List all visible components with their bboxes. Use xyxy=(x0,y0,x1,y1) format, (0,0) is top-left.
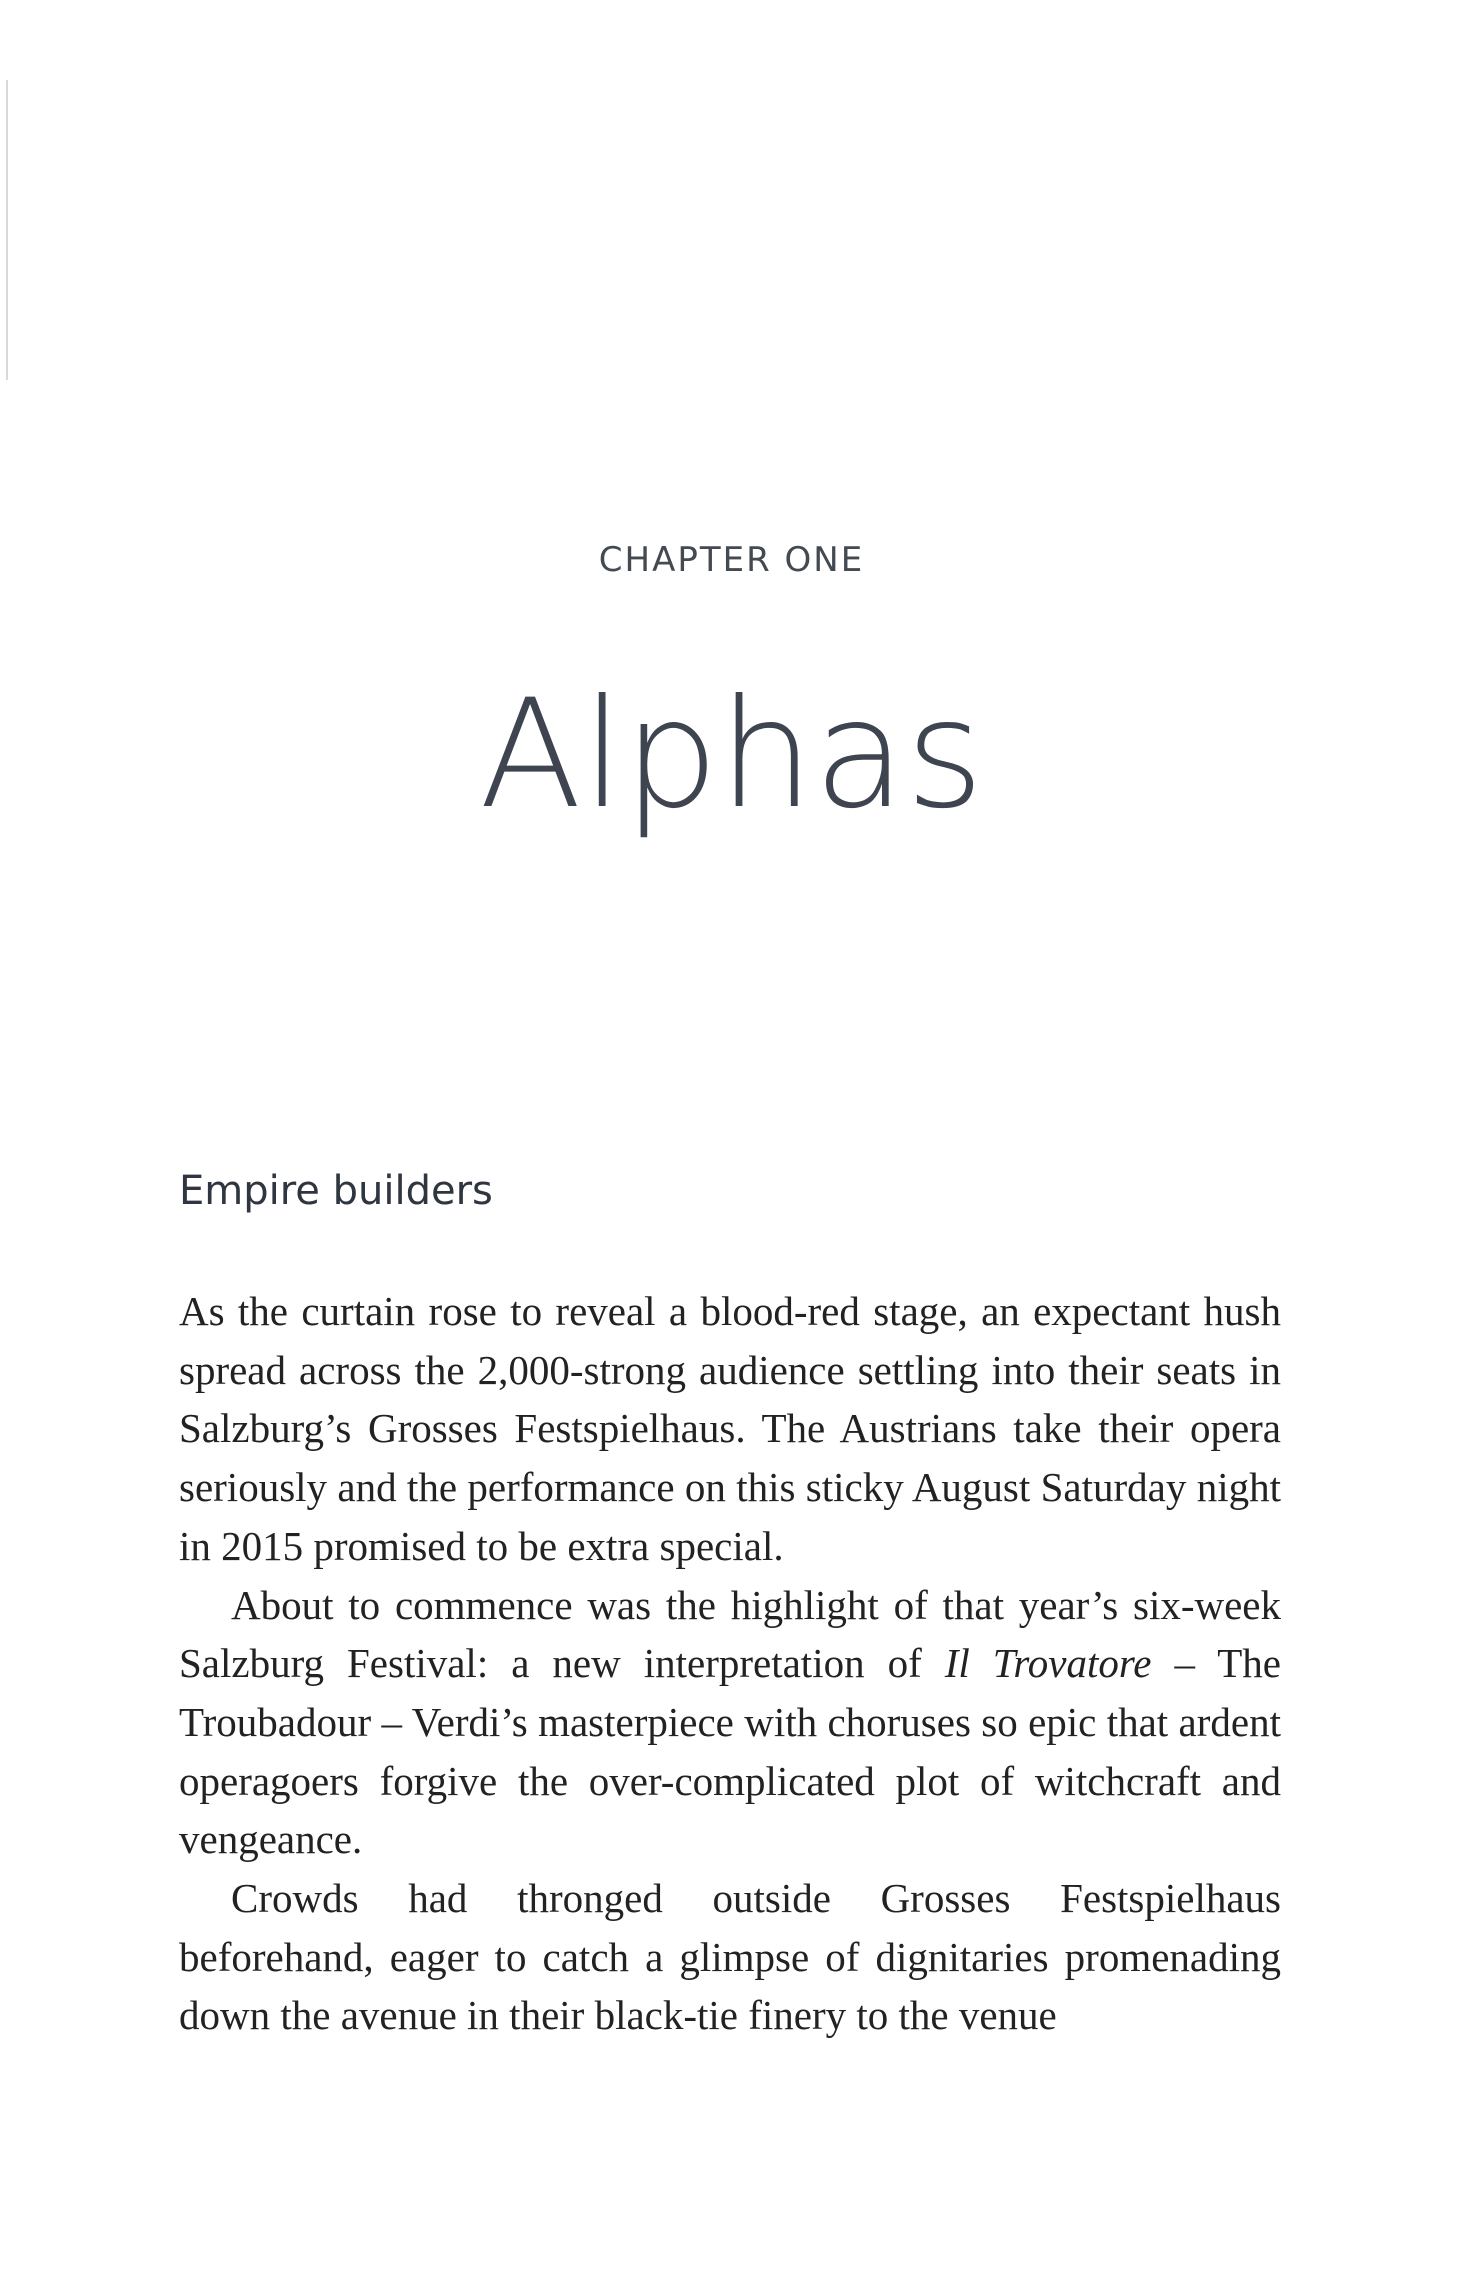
paragraph-text: About to commence was the highlight of that year’s six-week Salzburg Festival: a new interpretation of xyxy=(179,1581,1281,1687)
paragraph-text: – The Troubadour – Verdi’s masterpiece with choruses so epic that ardent operagoers forgive the over-complicated plot of witchcraft and vengeance. xyxy=(179,1640,1281,1863)
paragraph-text: As the curtain rose to reveal a blood-red stage, an expectant hush spread across the 2,000-strong audience settling into their seats in Salzburg’s Grosses Festspielhaus. The Austrians take their opera seriously and the performance on this sticky August Saturday night in 2015 promised to be extra special. xyxy=(179,1288,1281,1569)
body-text xyxy=(179,1282,1281,2045)
paragraph xyxy=(179,1576,1281,1870)
opera-title: Il Trovatore xyxy=(944,1640,1152,1687)
chapter-title: Alphas xyxy=(479,668,984,842)
paragraph xyxy=(179,1282,1281,1576)
chapter-label: CHAPTER ONE xyxy=(598,540,865,580)
section-heading: Empire builders xyxy=(179,1168,493,1214)
paragraph xyxy=(179,1869,1281,2045)
scan-edge-mark xyxy=(6,80,8,380)
paragraph-text: Crowds had thronged outside Grosses Festspielhaus beforehand, eager to catch a glimpse of dignitaries promenading down the avenue in their black-tie finery to the venue xyxy=(179,1875,1281,2039)
